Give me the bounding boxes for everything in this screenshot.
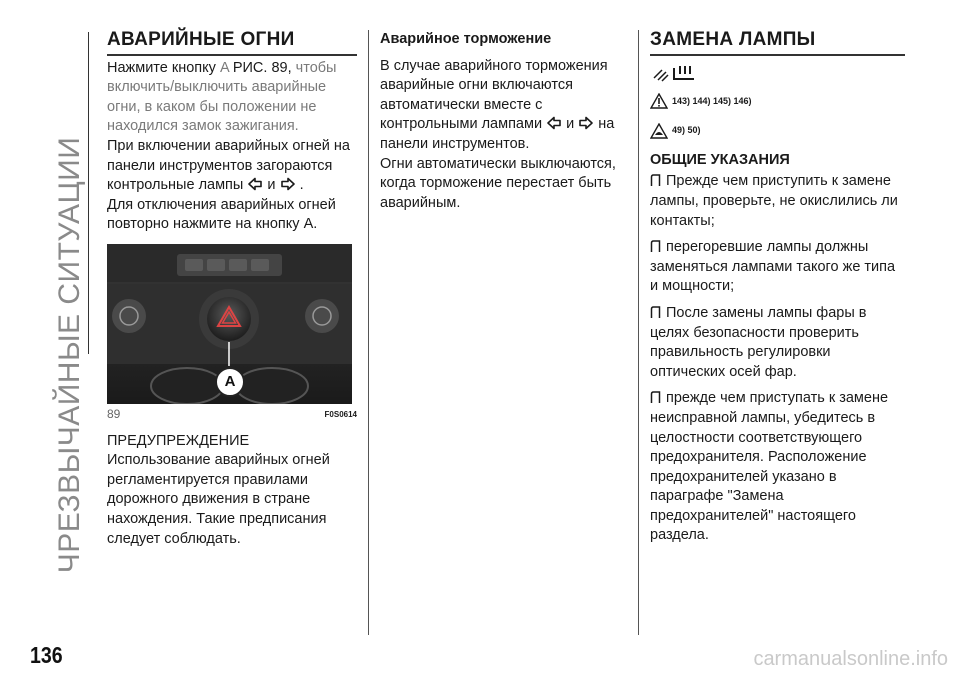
hazard-paragraph-1: Нажмите кнопку A РИС. 89, чтобы включить/выключить аварийные огни, в каком бы положении не находился замок зажигания.	[107, 59, 337, 135]
caution-hand-icon	[650, 123, 668, 139]
turn-left-indicator-icon	[547, 116, 561, 130]
hazard-paragraph-2: При включении аварийных огней на панели инструментов загораются контрольные лампы и .	[107, 137, 350, 194]
warning-triangle-icon	[650, 93, 668, 109]
warning-title: ПРЕДУПРЕЖДЕНИЕ	[107, 432, 250, 449]
hazard-paragraph-3: Для отключения аварийных огней повторно нажмите на кнопку A.	[107, 196, 336, 233]
bullet-icon	[650, 240, 661, 253]
button-reference: A	[219, 59, 229, 76]
braking-paragraph-2: Огни автоматически выключаются, когда торможение перестает быть аварийным.	[380, 155, 616, 211]
bullet-icon	[650, 306, 661, 319]
braking-paragraph-1: В случае аварийного торможения аварийные огни включаются автоматически вместе с контрольными лампами и на панели инструментов.	[380, 57, 615, 152]
emergency-braking-section	[380, 30, 630, 213]
instruction-item: Прежде чем приступить к замене лампы, проверьте, не окислились ли контакты;	[650, 173, 898, 229]
warning-text: Использование аварийных огней регламентируется правилами дорожного движения в стране нахождения. Такие предписания следует соблюдать.	[107, 452, 330, 547]
figure-number: 89	[107, 406, 121, 421]
bullet-icon	[650, 391, 661, 404]
warning-references-2: 49) 50)	[650, 121, 905, 141]
figure-code: F0S0614	[324, 409, 357, 419]
bulb-replacement-section	[650, 30, 905, 546]
hazard-title: АВАРИЙНЫЕ ОГНИ	[107, 30, 357, 56]
lamp-headlight-icon	[650, 62, 698, 84]
figure-callout-a: A	[215, 367, 245, 397]
bulb-pictogram	[650, 62, 905, 84]
figure-caption	[107, 405, 357, 425]
hazard-lights-section	[107, 30, 357, 549]
column-divider-1	[368, 30, 369, 635]
side-divider	[88, 32, 89, 354]
page-number: 136	[30, 642, 63, 668]
braking-title: Аварийное торможение	[380, 31, 552, 47]
side-chapter-title: ЧРЕЗВЫЧАЙНЫЕ СИТУАЦИИ	[53, 136, 86, 574]
instruction-item: перегоревшие лампы должны заменяться лампами такого же типа и мощности;	[650, 239, 896, 295]
turn-right-indicator-icon	[281, 177, 295, 191]
hazard-button-figure	[107, 244, 352, 404]
instruction-item: прежде чем приступать к замене неисправной лампы, убедитесь в целостности соответствующего предохранителя. Расположение предохранителей указано в параграфе "Замена предохранителей" настоящего раздела.	[650, 390, 889, 544]
bulbs-title: ЗАМЕНА ЛАМПЫ	[650, 30, 905, 56]
warning-references-1: 143) 144) 145) 146)	[650, 92, 905, 112]
instruction-item: После замены лампы фары в целях безопасности проверить правильность регулировки оптических осей фар.	[650, 304, 867, 380]
turn-left-indicator-icon	[248, 177, 262, 191]
watermark: carmanualsonline.info	[753, 648, 948, 670]
side-tab	[0, 0, 92, 678]
bullet-icon	[650, 174, 661, 187]
figure-reference: РИС. 89,	[232, 59, 292, 76]
column-divider-2	[638, 30, 639, 635]
general-instructions-title: ОБЩИЕ УКАЗАНИЯ	[650, 151, 790, 168]
turn-right-indicator-icon	[579, 116, 593, 130]
